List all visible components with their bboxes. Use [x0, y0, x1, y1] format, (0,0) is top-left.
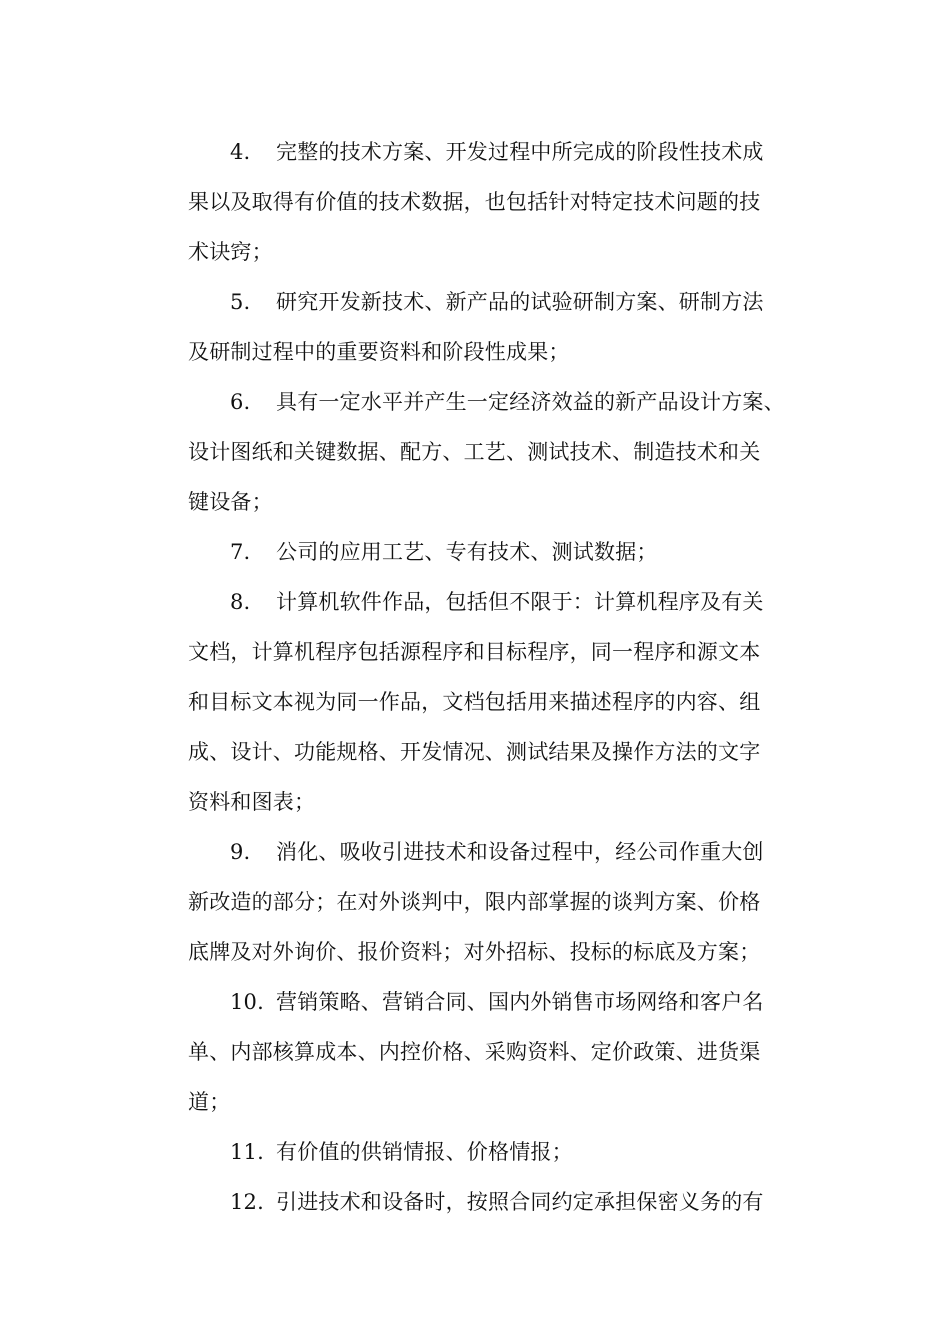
list-item-4	[188, 136, 814, 286]
list-item-line: 果以及取得有价值的技术数据，也包括针对特定技术问题的技	[188, 190, 761, 214]
list-item-text: 研究开发新技术、新产品的试验研制方案、研制方法	[276, 290, 764, 314]
list-item-line: 道；	[188, 1090, 231, 1114]
list-item-text: 公司的应用工艺、专有技术、测试数据；	[276, 540, 658, 564]
list-item-number: 7.	[230, 540, 251, 564]
list-item-line: 底牌及对外询价、报价资料；对外招标、投标的标底及方案；	[188, 940, 761, 964]
document-body	[188, 136, 814, 1236]
list-item-line: 新改造的部分；在对外谈判中，限内部掌握的谈判方案、价格	[188, 890, 761, 914]
list-item-line	[188, 586, 814, 636]
list-item-line	[188, 836, 814, 886]
list-item-line: 及研制过程中的重要资料和阶段性成果；	[188, 340, 570, 364]
list-item-line: 设计图纸和关键数据、配方、工艺、测试技术、制造技术和关	[188, 440, 761, 464]
list-item-text: 消化、吸收引进技术和设备过程中，经公司作重大创	[276, 840, 764, 864]
list-item-line: 单、内部核算成本、内控价格、采购资料、定价政策、进货渠	[188, 1040, 761, 1064]
list-item-line	[188, 986, 814, 1036]
list-item-text: 营销策略、营销合同、国内外销售市场网络和客户名	[276, 990, 764, 1014]
list-item-number: 12.	[230, 1190, 264, 1214]
list-item-text: 计算机软件作品，包括但不限于：计算机程序及有关	[276, 590, 764, 614]
list-item-number: 6.	[230, 390, 251, 414]
list-item-number: 4.	[230, 140, 251, 164]
list-item-number: 8.	[230, 590, 251, 614]
list-item-number: 10.	[230, 990, 264, 1014]
list-item-9	[188, 836, 814, 986]
list-item-number: 5.	[230, 290, 251, 314]
list-item-number: 9.	[230, 840, 251, 864]
list-item-line	[188, 286, 814, 336]
list-item-text: 完整的技术方案、开发过程中所完成的阶段性技术成	[276, 140, 764, 164]
list-item-line	[188, 1136, 814, 1186]
list-item-6	[188, 386, 814, 536]
list-item-line: 成、设计、功能规格、开发情况、测试结果及操作方法的文字	[188, 740, 761, 764]
list-item-line: 键设备；	[188, 490, 273, 514]
list-item-line: 资料和图表；	[188, 790, 316, 814]
list-item-line: 术诀窍；	[188, 240, 273, 264]
list-item-8	[188, 586, 814, 836]
list-item-line	[188, 536, 814, 586]
list-item-7	[188, 536, 814, 586]
list-item-number: 11.	[230, 1140, 264, 1164]
list-item-line: 和目标文本视为同一作品，文档包括用来描述程序的内容、组	[188, 690, 761, 714]
list-item-text: 引进技术和设备时，按照合同约定承担保密义务的有	[276, 1190, 764, 1214]
list-item-11	[188, 1136, 814, 1186]
list-item-line	[188, 1186, 814, 1236]
list-item-text: 有价值的供销情报、价格情报；	[276, 1140, 573, 1164]
list-item-line	[188, 136, 814, 186]
list-item-5	[188, 286, 814, 386]
list-item-line: 文档，计算机程序包括源程序和目标程序，同一程序和源文本	[188, 640, 761, 664]
list-item-12	[188, 1186, 814, 1236]
list-item-text: 具有一定水平并产生一定经济效益的新产品设计方案、	[276, 390, 785, 414]
list-item-10	[188, 986, 814, 1136]
list-item-line	[188, 386, 814, 436]
